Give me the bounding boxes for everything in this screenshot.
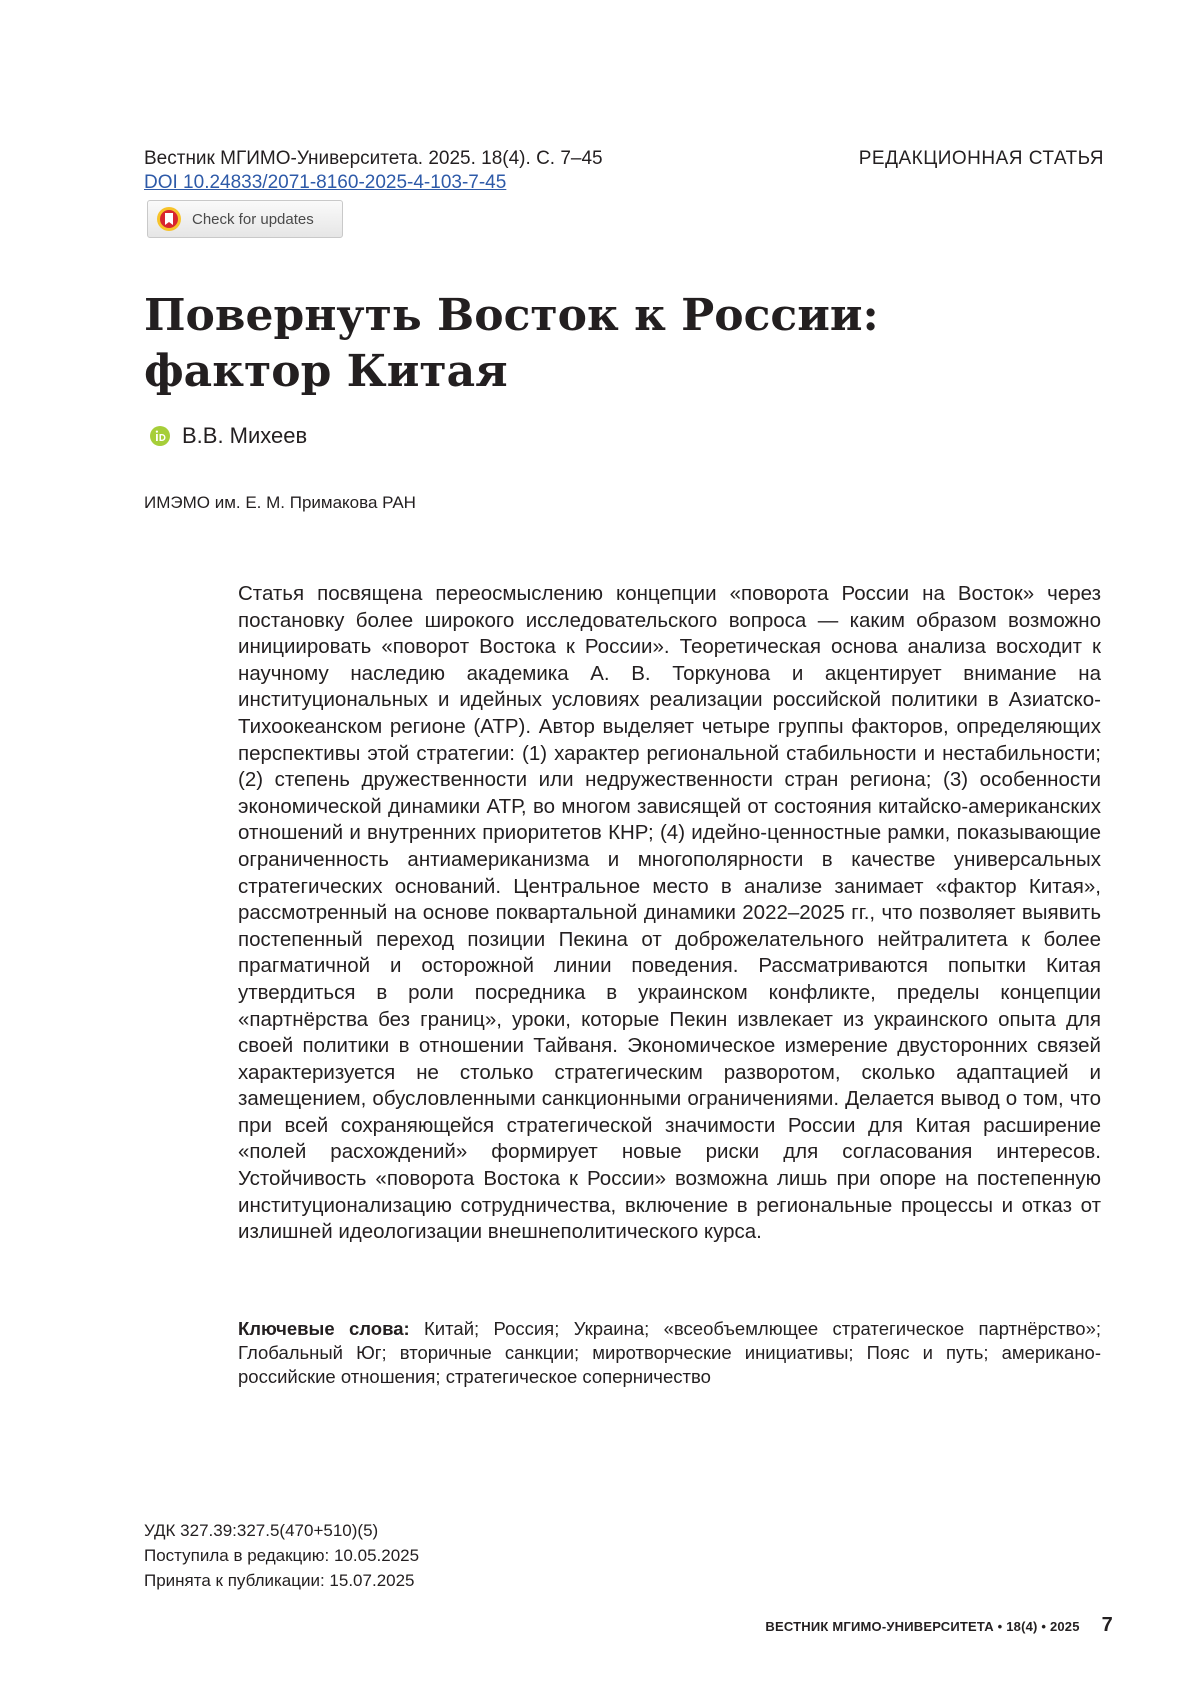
check-for-updates-label: Check for updates xyxy=(192,211,314,228)
article-type: РЕДАКЦИОННАЯ СТАТЬЯ xyxy=(859,147,1104,171)
keywords-label: Ключевые слова: xyxy=(238,1318,410,1339)
title-line-2: фактор Китая xyxy=(144,346,508,397)
article-metadata xyxy=(144,1518,419,1593)
page-footer xyxy=(765,1614,1113,1637)
running-title: ВЕСТНИК МГИМО-УНИВЕРСИТЕТА • 18(4) • 2025 xyxy=(765,1619,1079,1634)
doi-link[interactable]: DOI 10.24833/2071-8160-2025-4-103-7-45 xyxy=(144,171,506,195)
received-date: Поступила в редакцию: 10.05.2025 xyxy=(144,1543,419,1568)
affiliation: ИМЭМО им. Е. М. Примакова РАН xyxy=(144,493,416,513)
udk-code: УДК 327.39:327.5(470+510)(5) xyxy=(144,1518,419,1543)
keywords-list: Китай; Россия; Украина; «всеобъемлющее стратегическое партнёрство»; Глобальный Юг; вторичные санкции; миротворческие инициативы; Пояс и путь; американо-российские отношения; стратегическое соперничество xyxy=(238,1318,1101,1387)
orcid-icon[interactable] xyxy=(150,426,170,446)
title-line-1: Повернуть Восток к России: xyxy=(144,290,879,341)
author-line xyxy=(150,423,307,449)
keywords xyxy=(238,1317,1101,1389)
author-name: В.В. Михеев xyxy=(182,423,307,449)
article-header xyxy=(144,147,1104,195)
article-title xyxy=(144,288,1104,400)
accepted-date: Принята к публикации: 15.07.2025 xyxy=(144,1568,419,1593)
crossmark-icon xyxy=(156,206,182,232)
abstract: Статья посвящена переосмыслению концепции «поворота России на Восток» через постановку более широкого исследовательского вопроса — каким образом возможно инициировать «поворот Востока к России». Теоретическая основа анализа восходит к научному наследию академика А. В. Торкунова и акцентирует внимание на институциональных и идейных условиях реализации российской политики в Азиатско-Тихоокеанском регионе (АТР). Автор выделяет четыре группы факторов, определяющих перспективы этой стратегии: (1) характер региональной стабильности и нестабильности; (2) степень дружественности или недружественности стран региона; (3) особенности экономической динамики АТР, во многом зависящей от состояния китайско-американских отношений и внутренних приоритетов КНР; (4) идейно-ценностные рамки, показывающие ограниченность антиамериканизма и многополярности в качестве универсальных стратегических оснований. Центральное место в анализе занимает «фактор Китая», рассмотренный на основе поквартальной динамики 2022–2025 гг., что позволяет выявить постепенный переход позиции Пекина от доброжелательного нейтралитета к более прагматичной и осторожной линии поведения. Рассматриваются попытки Китая утвердиться в роли посредника в украинском конфликте, пределы концепции «партнёрства без границ», уроки, которые Пекин извлекает из украинского опыта для своей политики в отношении Тайваня. Экономическое измерение двусторонних связей характеризуется не столько стратегическим разворотом, сколько адаптацией и замещением, обусловленными санкционными ограничениями. Делается вывод о том, что при всей сохраняющейся стратегической значимости России для Китая расширение «полей расхождений» формирует новые риски для согласования интересов. Устойчивость «поворота Востока к России» возможна лишь при опоре на постепенную институционализацию сотрудничества, включение в региональные процессы и отказ от излишней идеологизации внешнеполитического курса. xyxy=(238,581,1101,1246)
page-number: 7 xyxy=(1102,1614,1113,1637)
check-for-updates-button[interactable] xyxy=(147,200,343,238)
journal-citation: Вестник МГИМО-Университета. 2025. 18(4). С. 7–45 xyxy=(144,147,1104,171)
